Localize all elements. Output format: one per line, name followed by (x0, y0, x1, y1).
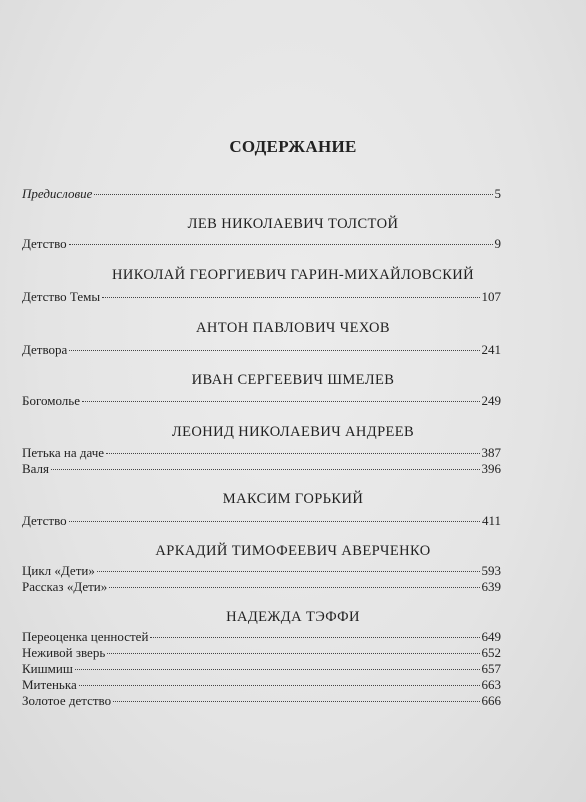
entry-title: Рассказ «Дети» (22, 579, 108, 594)
entry-page: 666 (481, 693, 501, 708)
leader-dots (69, 350, 479, 351)
author-heading: АНТОН ПАВЛОВИЧ ЧЕХОВ (196, 320, 390, 336)
leader-dots (69, 244, 493, 245)
toc-entry (22, 236, 501, 251)
toc-entry (22, 645, 501, 660)
entry-title: Детство Темы (22, 289, 101, 304)
toc-entry (22, 393, 501, 408)
author-heading: НАДЕЖДА ТЭФФИ (226, 609, 360, 625)
entry-title: Детвора (22, 342, 68, 357)
toc-entry-preface (22, 186, 501, 201)
entry-page: 411 (481, 513, 501, 528)
leader-dots (82, 401, 480, 402)
entry-title: Золотое детство (22, 693, 112, 708)
entry-title: Богомолье (22, 393, 80, 408)
entry-title: Митенька (22, 677, 77, 692)
leader-dots (150, 637, 479, 638)
entry-page: 249 (481, 393, 501, 408)
leader-dots (107, 653, 479, 654)
entry-page: 5 (494, 186, 501, 201)
entry-title: Неживой зверь (22, 645, 106, 660)
entry-page: 107 (481, 289, 501, 304)
author-heading: АРКАДИЙ ТИМОФЕЕВИЧ АВЕРЧЕНКО (155, 543, 431, 559)
author-heading: ЛЕОНИД НИКОЛАЕВИЧ АНДРЕЕВ (171, 424, 415, 440)
entry-page: 387 (481, 445, 501, 460)
toc-entry (22, 693, 501, 708)
entry-title: Детство (22, 513, 67, 528)
leader-dots (75, 669, 480, 670)
entry-title: Цикл «Дети» (22, 563, 95, 578)
entry-page: 663 (481, 677, 501, 692)
leader-dots (69, 521, 480, 522)
leader-dots (102, 297, 479, 298)
toc-entry (22, 342, 501, 357)
toc-entry (22, 563, 501, 578)
entry-page: 657 (481, 661, 501, 676)
leader-dots (109, 587, 479, 588)
entry-page: 652 (481, 645, 501, 660)
entry-title: Предисловие (22, 186, 93, 201)
author-heading: МАКСИМ ГОРЬКИЙ (222, 491, 364, 507)
entry-page: 649 (481, 629, 501, 644)
toc-entry (22, 629, 501, 644)
leader-dots (79, 685, 480, 686)
leader-dots (97, 571, 480, 572)
entry-page: 9 (494, 236, 501, 251)
author-heading: ИВАН СЕРГЕЕВИЧ ШМЕЛЕВ (191, 372, 395, 388)
entry-title: Детство (22, 236, 67, 251)
entry-page: 639 (481, 579, 501, 594)
entry-page: 593 (481, 563, 501, 578)
toc-entry (22, 445, 501, 460)
entry-page: 396 (481, 461, 501, 476)
page-title: СОДЕРЖАНИЕ (229, 137, 357, 156)
toc-entry (22, 579, 501, 594)
author-heading: НИКОЛАЙ ГЕОРГИЕВИЧ ГАРИН-МИХАЙЛОВСКИЙ (111, 267, 475, 283)
entry-title: Петька на даче (22, 445, 105, 460)
leader-dots (113, 701, 479, 702)
leader-dots (106, 453, 479, 454)
entry-title: Валя (22, 461, 50, 476)
toc-entry (22, 461, 501, 476)
toc-entry (22, 677, 501, 692)
entry-page: 241 (481, 342, 501, 357)
toc-entry (22, 661, 501, 676)
toc-entry (22, 513, 501, 528)
leader-dots (51, 469, 479, 470)
author-heading: ЛЕВ НИКОЛАЕВИЧ ТОЛСТОЙ (187, 216, 399, 232)
entry-title: Переоценка ценностей (22, 629, 149, 644)
entry-title: Кишмиш (22, 661, 73, 676)
leader-dots (94, 194, 492, 195)
toc-entry (22, 289, 501, 304)
